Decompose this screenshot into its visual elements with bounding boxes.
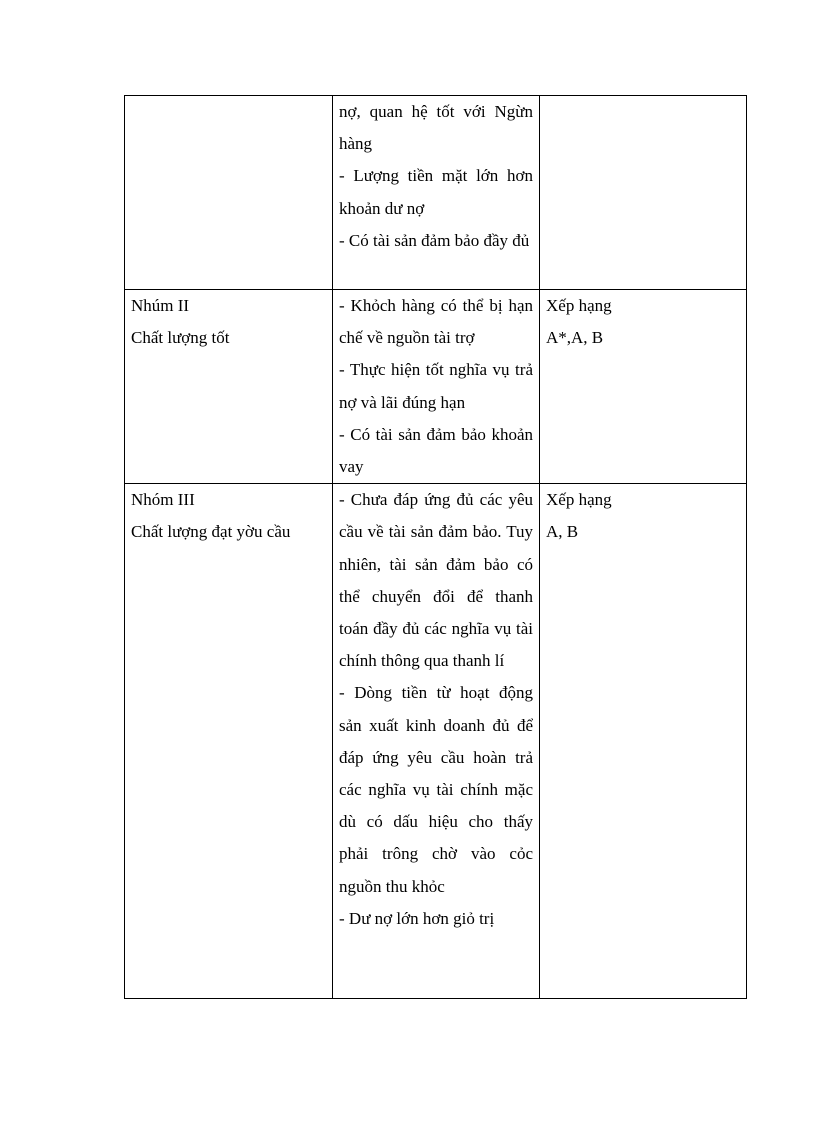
criteria-paragraph: - Chưa đáp ứng đủ các yêu cầu về tài sản đảm bảo. Tuy nhiên, tài sản đảm bảo có thể chuyển đổi để thanh toán đầy đủ các nghĩa vụ tài chính thông qua thanh lí bbox=[339, 490, 533, 671]
criteria-paragraph: - Dòng tiền từ hoạt động sản xuất kinh doanh đủ để đáp ứng yêu cầu hoàn trả các nghĩa vụ tài chính mặc dù có dấu hiệu cho thấy phải trông chờ vào cỏc nguồn thu khỏc bbox=[339, 683, 533, 896]
criteria-cell bbox=[333, 96, 540, 290]
rating-label: Xếp hạng bbox=[546, 490, 612, 510]
group-label: Nhúm II bbox=[131, 296, 190, 315]
rating-value: A*,A, B bbox=[546, 328, 604, 348]
rating-cell bbox=[540, 290, 747, 484]
table-row bbox=[125, 96, 747, 290]
criteria-paragraph: - Khỏch hàng có thể bị hạn chế về nguồn tài trợ bbox=[339, 296, 533, 348]
group-cell bbox=[125, 290, 333, 484]
group-cell bbox=[125, 96, 333, 290]
debt-classification-table bbox=[124, 95, 747, 999]
criteria-cell bbox=[333, 484, 540, 999]
table-row bbox=[125, 484, 747, 999]
rating-cell bbox=[540, 484, 747, 999]
rating-cell bbox=[540, 96, 747, 290]
criteria-paragraph: - Có tài sản đảm bảo đầy đủ bbox=[339, 230, 530, 250]
criteria-paragraph: nợ, quan hệ tốt với Ngừn hàng bbox=[339, 102, 533, 154]
rating-value: A, B bbox=[546, 522, 579, 542]
criteria-cell bbox=[333, 290, 540, 484]
group-quality: Chất lượng tốt bbox=[131, 328, 230, 348]
rating-label: Xếp hạng bbox=[546, 296, 612, 315]
group-quality: Chất lượng đạt yờu cầu bbox=[131, 522, 291, 542]
criteria-paragraph: - Thực hiện tốt nghĩa vụ trả nợ và lãi đúng hạn bbox=[339, 360, 533, 412]
group-cell bbox=[125, 484, 333, 999]
criteria-paragraph: - Lượng tiền mặt lớn hơn khoản dư nợ bbox=[339, 166, 533, 218]
table-row bbox=[125, 290, 747, 484]
group-label: Nhóm III bbox=[131, 490, 195, 510]
criteria-paragraph: - Dư nợ lớn hơn giỏ trị bbox=[339, 908, 495, 928]
criteria-paragraph: - Có tài sản đảm bảo khoản vay bbox=[339, 424, 533, 477]
